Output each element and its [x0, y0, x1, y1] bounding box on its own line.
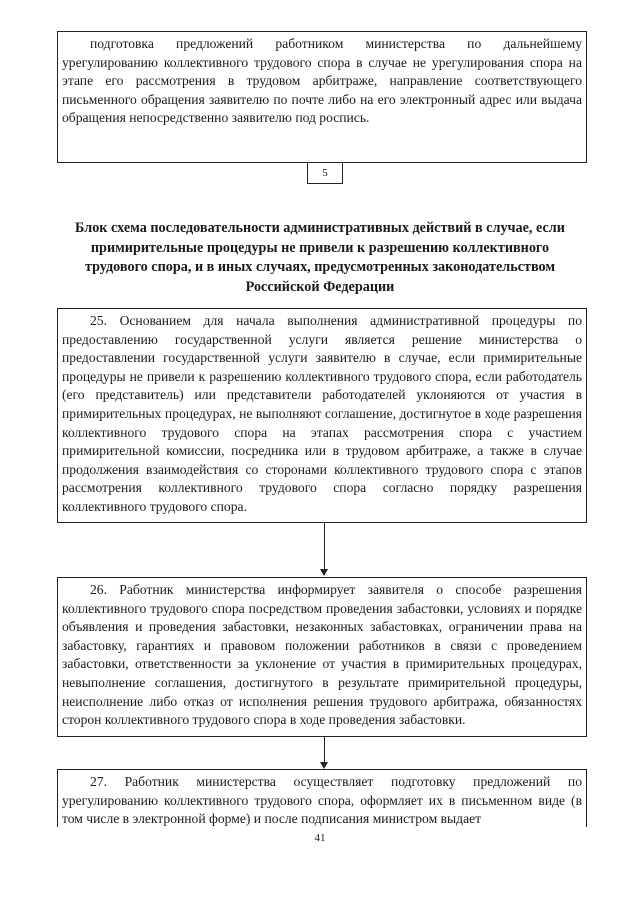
procedure-box-25 [57, 308, 587, 523]
procedure-box-27 [57, 769, 587, 827]
procedure-text-26: 26. Работник министерства информирует заявителя о способе разрешения коллективного трудового спора посредством проведения забастовки, условиях и порядке объявления и проведения забастовки, незаконных забастовках, ограничении права на забастовку, гарантиях и правовом положении работников в связи с проведением забастовки, ответственности за уклонение от участия в примирительных процедурах, невыполнение соглашения, достигнутого в результате примирительной процедуры, неисполнение либо отказ от исполнения решения трудового арбитража, обязанностях сторон коллективного трудового спора в ходе проведения забастовки. [62, 582, 582, 728]
procedure-text-25: 25. Основанием для начала выполнения административной процедуры по предоставлению государственной услуги является решение министерства о предоставлении государственной услуги заявителю в случае, если примирительные процедуры не привели к разрешению коллективного трудового спора, если работодатель (его представитель) или представители работодателей уклоняются от участия в примирительных процедурах, не выполняют соглашение, достигнутое в ходе разрешения коллективного трудового спора на этапах рассмотрения спора с участием примирительной комиссии, посредника или в трудовом арбитраже, а также в случае продолжения взаимодействия со сторонами коллективного трудового спора с этапов рассмотрения коллективного трудового спора согласно порядку разрешения коллективного трудового спора. [62, 313, 582, 514]
step-number-box [307, 162, 343, 184]
connector-line [324, 737, 325, 762]
procedure-text-top: подготовка предложений работником министерства по дальнейшему урегулированию коллективного трудового спора в случае не урегулирования спора на этапе его рассмотрения в трудовом арбитраже, направление соответствующего письменного обращения заявителю по почте либо на его электронный адрес или выдача обращения непосредственно заявителю под роспись. [62, 36, 582, 126]
procedure-box-26 [57, 577, 587, 737]
page-number: 41 [314, 832, 326, 844]
arrow-down-icon [320, 762, 328, 769]
procedure-box-top [57, 31, 587, 163]
arrow-down-icon [320, 569, 328, 576]
connector-line [324, 523, 325, 569]
flowchart-heading: Блок схема последовательности административных действий в случае, если примирительные процедуры не привели к разрешению коллективного трудового спора, и в иных случаях, предусмотренных законодательством Российской Федерации [75, 220, 565, 295]
procedure-text-27: 27. Работник министерства осуществляет подготовку предложений по урегулированию коллективного трудового спора, оформляет их в письменном виде (в том числе в электронной форме) и после подписания министром выдает [62, 774, 582, 827]
step-number-label: 5 [322, 167, 328, 179]
